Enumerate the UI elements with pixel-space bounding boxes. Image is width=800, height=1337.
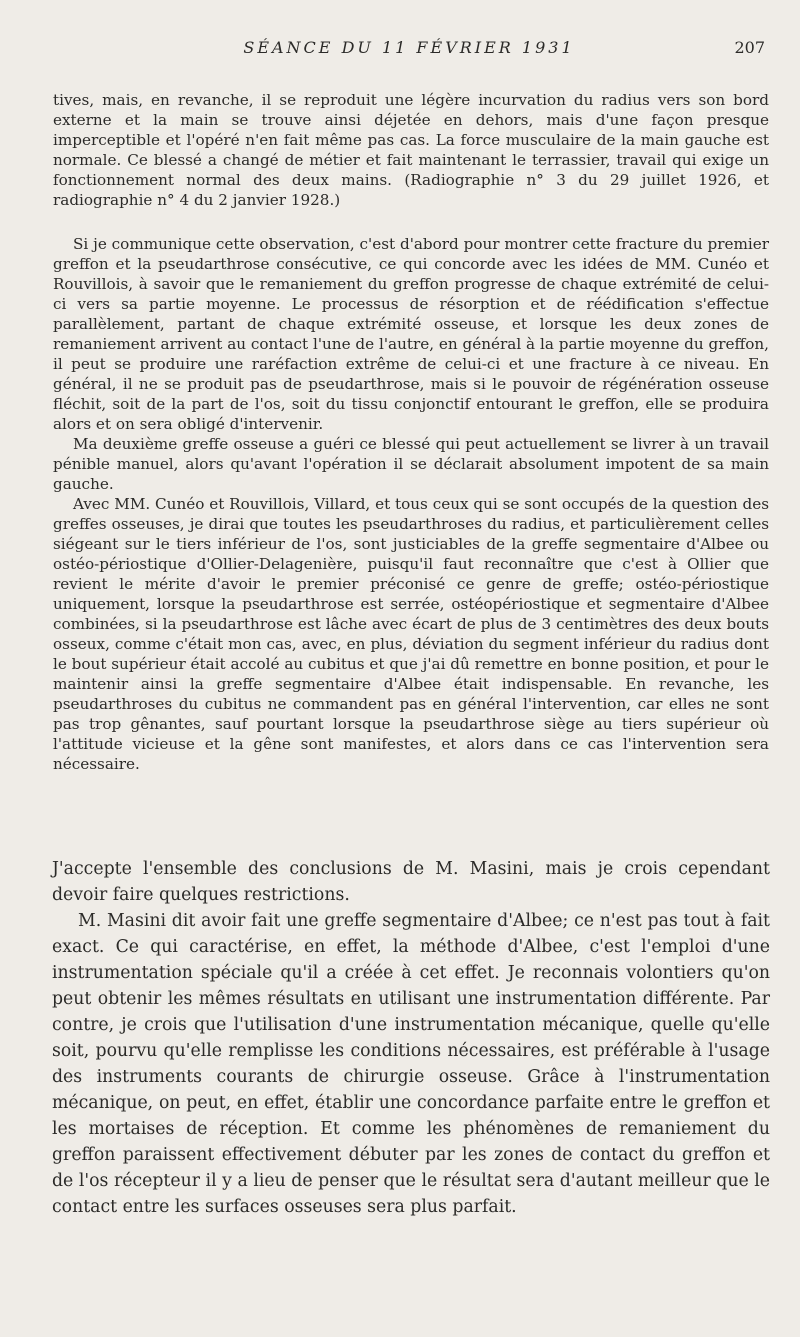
observation-ending — [53, 90, 769, 210]
author-discussion — [53, 234, 769, 774]
paragraph: J'accepte l'ensemble des conclusions de M. Masini, mais je crois cependant devoir faire quelques restrictions. — [52, 859, 770, 905]
reporter-comment — [52, 856, 770, 1220]
paragraph: Avec MM. Cunéo et Rouvillois, Villard, et tous ceux qui se sont occupés de la question des greffes osseuses, je dirai que toutes les pseudarthroses du radius, et particulièrement celles siégeant sur le tiers inférieur de l'os, sont justiciables de la greffe segmentaire d'Albee ou ostéo-périostique d'Ollier-Delagenière, puisqu'il faut reconnaître que c'est à Ollier que revient le mérite d'avoir le premier préconisé ce genre de greffe; ostéo-périostique uniquement, lorsque la pseudarthrose est serrée, ostéopériostique et segmentaire d'Albee combinées, si la pseudarthrose est lâche avec écart de plus de 3 centimètres des deux bouts osseux, comme c'était mon cas, avec, en plus, déviation du segment inférieur du radius dont le bout supérieur était accolé au cubitus et que j'ai dû remettre en bonne position, et pour le maintenir ainsi la greffe segmentaire d'Albee était indispensable. En revanche, les pseudarthroses du cubitus ne commandent pas en général l'intervention, car elles ne sont pas trop gênantes, sauf pourtant lorsque la pseudarthrose siège au tiers supérieur où l'attitude vicieuse et la gêne sont manifestes, et alors dans ce cas l'intervention sera nécessaire. — [53, 495, 769, 773]
paragraph: tives, mais, en revanche, il se reproduit une légère incurvation du radius vers son bord externe et la main se trouve ainsi déjetée en dehors, mais d'une façon presque imperceptible et l'opéré n'en fait même pas cas. La force musculaire de la main gauche est normale. Ce blessé a changé de métier et fait maintenant le terrassier, travail qui exige un fonctionnement normal des deux mains. (Radiographie n° 3 du 29 juillet 1926, et radiographie n° 4 du 2 janvier 1928.) — [53, 91, 769, 209]
page-number: 207 — [734, 38, 765, 57]
paragraph: Ma deuxième greffe osseuse a guéri ce blessé qui peut actuellement se livrer à un travail pénible manuel, alors qu'avant l'opération il se déclarait absolument impotent de sa main gauche. — [53, 435, 769, 493]
paragraph: M. Masini dit avoir fait une greffe segmentaire d'Albee; ce n'est pas tout à fait exact. Ce qui caractérise, en effet, la méthode d'Albee, c'est l'emploi d'une instrumentation spéciale qu'il a créée à cet effet. Je reconnais volontiers qu'on peut obtenir les mêmes résultats en utilisant une instrumentation différente. Par contre, je crois que l'utilisation d'une instrumentation mécanique, quelle qu'elle soit, pourvu qu'elle remplisse les conditions nécessaires, est préférable à l'usage des instruments courants de chirurgie osseuse. Grâce à l'instrumentation mécanique, on peut, en effet, établir une concordance parfaite entre le greffon et les mortaises de réception. Et comme les phénomènes de remaniement du greffon paraissent effectivement débuter par les zones de contact du greffon et de l'os récepteur il y a lieu de penser que le résultat sera d'autant meilleur que le contact entre les surfaces osseuses sera plus parfait. — [52, 911, 770, 1217]
paragraph: Si je communique cette observation, c'est d'abord pour montrer cette fracture du premier greffon et la pseudarthrose consécutive, ce qui concorde avec les idées de MM. Cunéo et Rouvillois, à savoir que le remaniement du greffon progresse de chaque extrémité de celui-ci vers sa partie moyenne. Le processus de résorption et de réédification s'effectue parallèlement, partant de chaque extrémité osseuse, et lorsque les deux zones de remaniement arrivent au contact l'une de l'autre, en général à la partie moyenne du greffon, il peut se produire une raréfaction extrême de celui-ci et une fracture à ce niveau. En général, il ne se produit pas de pseudarthrose, mais si le pouvoir de régénération osseuse fléchit, soit de la part de l'os, soit du tissu conjonctif entourant le greffon, elle se produira alors et on sera obligé d'intervenir. — [53, 235, 769, 433]
running-head — [53, 38, 765, 60]
running-title: SÉANCE DU 11 FÉVRIER 1931 — [243, 38, 575, 57]
